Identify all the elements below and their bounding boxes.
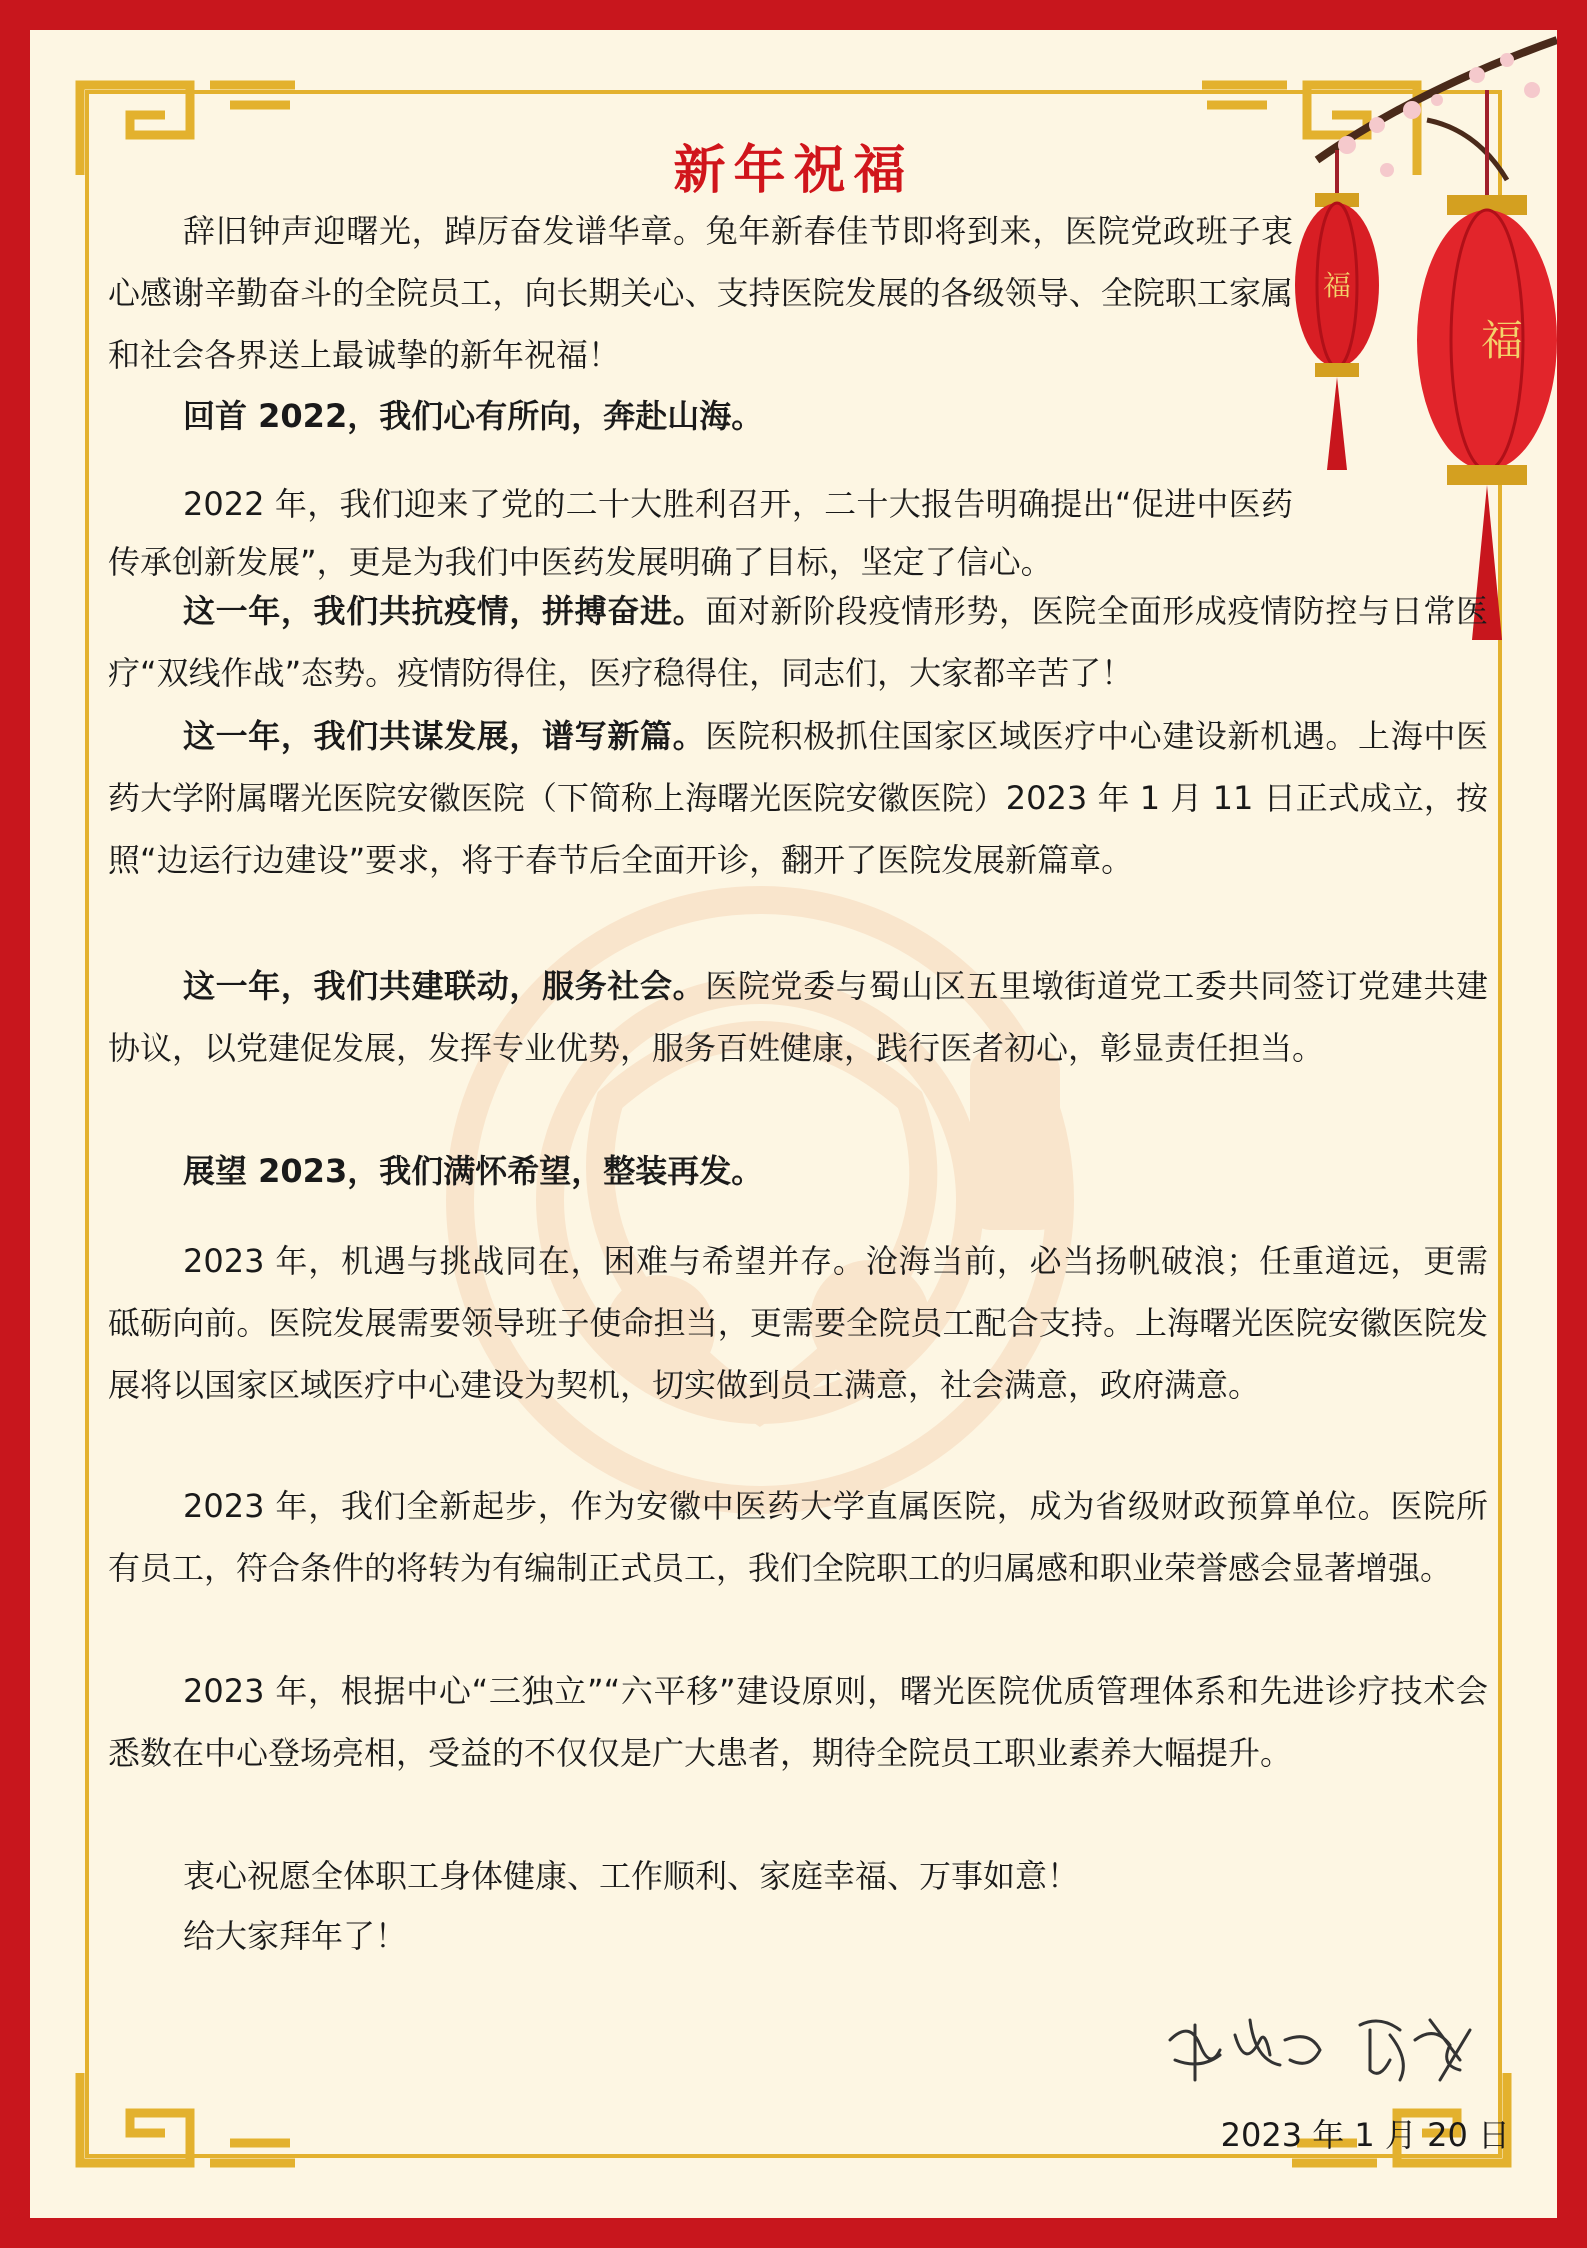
letter-paper [30,30,1557,2218]
paragraph: 2022 年，我们迎来了党的二十大胜利召开，二十大报告明确提出“促进中医药传承创新发展”，更是为我们中医药发展明确了目标，坚定了信心。 [108,485,1293,581]
paragraph: 这一年，我们共建联动，服务社会。医院党委与蜀山区五里墩街道党工委共同签订党建共建协议，以党建促发展，发挥专业优势，服务百姓健康，践行医者初心，彰显责任担当。 [108,967,1488,1067]
lantern-fu-char: 福 [1322,269,1352,302]
corner-ornament-icon [70,2063,300,2173]
paragraph: 这一年，我们共抗疫情，拼搏奋进。面对新阶段疫情形势，医院全面形成疫情防控与日常医疗“双线作战”态势。疫情防得住，医疗稳得住，同志们，大家都辛苦了！ [108,592,1488,692]
paragraph: 这一年，我们共谋发展，谱写新篇。医院积极抓住国家区域医疗中心建设新机遇。上海中医药大学附属曙光医院安徽医院（下简称上海曙光医院安徽医院）2023 年 1 月 11 日正式成立，按照“边运行边建设”要求，将于春节后全面开诊，翻开了医院发展新篇章。 [108,717,1488,879]
lantern-fu-char: 福 [1480,316,1524,365]
letter-title: 新年祝福 [673,140,914,201]
section-heading: 回首 2022，我们心有所向，奔赴山海。 [183,397,764,435]
paragraph: 衷心祝愿全体职工身体健康、工作顺利、家庭幸福、万事如意！ [183,1857,1080,1895]
section-heading: 展望 2023，我们满怀希望，整装再发。 [183,1152,764,1190]
paragraph: 2023 年，机遇与挑战同在，困难与希望并存。沧海当前，必当扬帆破浪；任重道远，更需砥砺向前。医院发展需要领导班子使命担当，更需要全院员工配合支持。上海曙光医院安徽医院发展将以国家区域医疗中心建设为契机，切实做到员工满意，社会满意，政府满意。 [108,1242,1488,1404]
paragraph: 2023 年，我们全新起步，作为安徽中医药大学直属医院，成为省级财政预算单位。医院所有员工，符合条件的将转为有编制正式员工，我们全院职工的归属感和职业荣誉感会显著增强。 [108,1487,1488,1587]
letter-date: 2023 年 1 月 20 日 [1220,2116,1510,2154]
paragraph: 辞旧钟声迎曙光，踔厉奋发谱华章。兔年新春佳节即将到来，医院党政班子衷心感谢辛勤奋斗的全院员工，向长期关心、支持医院发展的各级领导、全院职工家属和社会各界送上最诚挚的新年祝福！ [108,212,1293,374]
paragraph: 2023 年，根据中心“三独立”“六平移”建设原则，曙光医院优质管理体系和先进诊疗技术会悉数在中心登场亮相，受益的不仅仅是广大患者，期待全院员工职业素养大幅提升。 [108,1672,1488,1772]
paragraph: 给大家拜年了！ [183,1917,408,1955]
handwritten-signature [1160,2000,1490,2090]
